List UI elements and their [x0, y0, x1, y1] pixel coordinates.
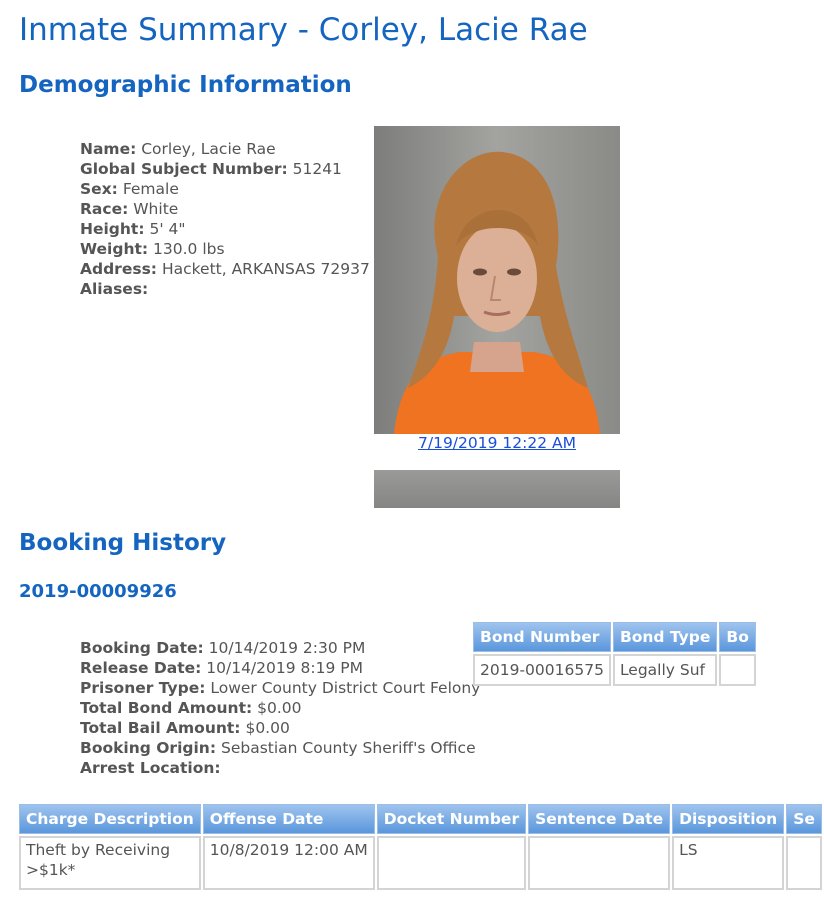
charge-header-row	[19, 804, 822, 834]
bond-number-header[interactable]: Bond Number	[473, 622, 611, 652]
charge-description-header[interactable]: Charge Description	[19, 804, 201, 834]
total-bail-row	[80, 718, 480, 738]
subject-number-row	[80, 159, 370, 179]
field-value: Sebastian County Sheriff's Office	[220, 739, 476, 757]
field-label: Prisoner Type:	[80, 679, 206, 697]
field-value: $0.00	[245, 719, 290, 737]
offense-date-cell: 10/8/2019 12:00 AM	[203, 836, 375, 890]
booking-info	[80, 638, 480, 778]
portrait-image	[374, 126, 620, 434]
field-label: Global Subject Number:	[80, 160, 288, 178]
bond-header-row	[473, 622, 756, 652]
field-value: 130.0 lbs	[153, 240, 225, 258]
disposition-header[interactable]: Disposition	[672, 804, 784, 834]
photo-date-link[interactable]: 7/19/2019 12:22 AM	[418, 434, 576, 452]
field-label: Booking Date:	[80, 639, 204, 657]
address-row	[80, 259, 370, 279]
field-value: 10/14/2019 8:19 PM	[206, 659, 363, 677]
sentence-date-header[interactable]: Sentence Date	[528, 804, 670, 834]
race-row	[80, 199, 370, 219]
field-value: Female	[122, 180, 179, 198]
docket-number-cell	[377, 836, 526, 890]
sex-row	[80, 179, 370, 199]
field-label: Total Bond Amount:	[80, 699, 253, 717]
table-row	[473, 654, 756, 686]
prisoner-type-row	[80, 678, 480, 698]
bond-type-cell: Legally Suf	[613, 654, 717, 686]
name-row	[80, 139, 370, 159]
offense-date-header[interactable]: Offense Date	[203, 804, 375, 834]
demographic-info	[80, 139, 370, 299]
bond-type-header[interactable]: Bond Type	[613, 622, 717, 652]
aliases-row	[80, 279, 370, 299]
bond-amount-header[interactable]: Bo	[719, 622, 755, 652]
charge-table	[17, 802, 824, 892]
charge-description-cell: Theft by Receiving >$1k*	[19, 836, 201, 890]
field-value: $0.00	[257, 699, 302, 717]
field-label: Total Bail Amount:	[80, 719, 241, 737]
docket-number-header[interactable]: Docket Number	[377, 804, 526, 834]
total-bond-row	[80, 698, 480, 718]
bond-amount-cell	[719, 654, 755, 686]
field-value: 10/14/2019 2:30 PM	[208, 639, 366, 657]
field-label: Race:	[80, 200, 129, 218]
field-value: Hackett, ARKANSAS 72937	[161, 260, 370, 278]
demographic-heading: Demographic Information	[19, 72, 352, 98]
release-date-row	[80, 658, 480, 678]
weight-row	[80, 239, 370, 259]
page-title: Inmate Summary - Corley, Lacie Rae	[19, 12, 588, 48]
field-label: Name:	[80, 140, 137, 158]
field-label: Sex:	[80, 180, 118, 198]
field-value: Corley, Lacie Rae	[141, 140, 276, 158]
height-row	[80, 219, 370, 239]
field-label: Booking Origin:	[80, 739, 217, 757]
secondary-photo[interactable]	[374, 470, 620, 508]
sentence-date-cell	[528, 836, 670, 890]
disposition-cell: LS	[672, 836, 784, 890]
booking-photo[interactable]	[374, 126, 620, 434]
field-label: Release Date:	[80, 659, 202, 677]
field-value: White	[133, 200, 179, 218]
field-label: Height:	[80, 220, 145, 238]
bond-number-cell: 2019-00016575	[473, 654, 611, 686]
field-value: Lower County District Court Felony	[210, 679, 481, 697]
booking-origin-row	[80, 738, 480, 758]
booking-history-heading: Booking History	[19, 530, 227, 556]
table-row	[19, 836, 822, 890]
field-value: 51241	[292, 160, 342, 178]
field-label: Address:	[80, 260, 157, 278]
field-value: 5' 4"	[149, 220, 186, 238]
booking-number[interactable]: 2019-00009926	[19, 581, 177, 602]
field-label: Arrest Location:	[80, 759, 221, 777]
field-label: Weight:	[80, 240, 149, 258]
sentence-cell	[786, 836, 822, 890]
sentence-header[interactable]: Se	[786, 804, 822, 834]
booking-date-row	[80, 638, 480, 658]
arrest-location-row	[80, 758, 480, 778]
field-label: Aliases:	[80, 280, 149, 298]
bond-table	[471, 620, 758, 688]
